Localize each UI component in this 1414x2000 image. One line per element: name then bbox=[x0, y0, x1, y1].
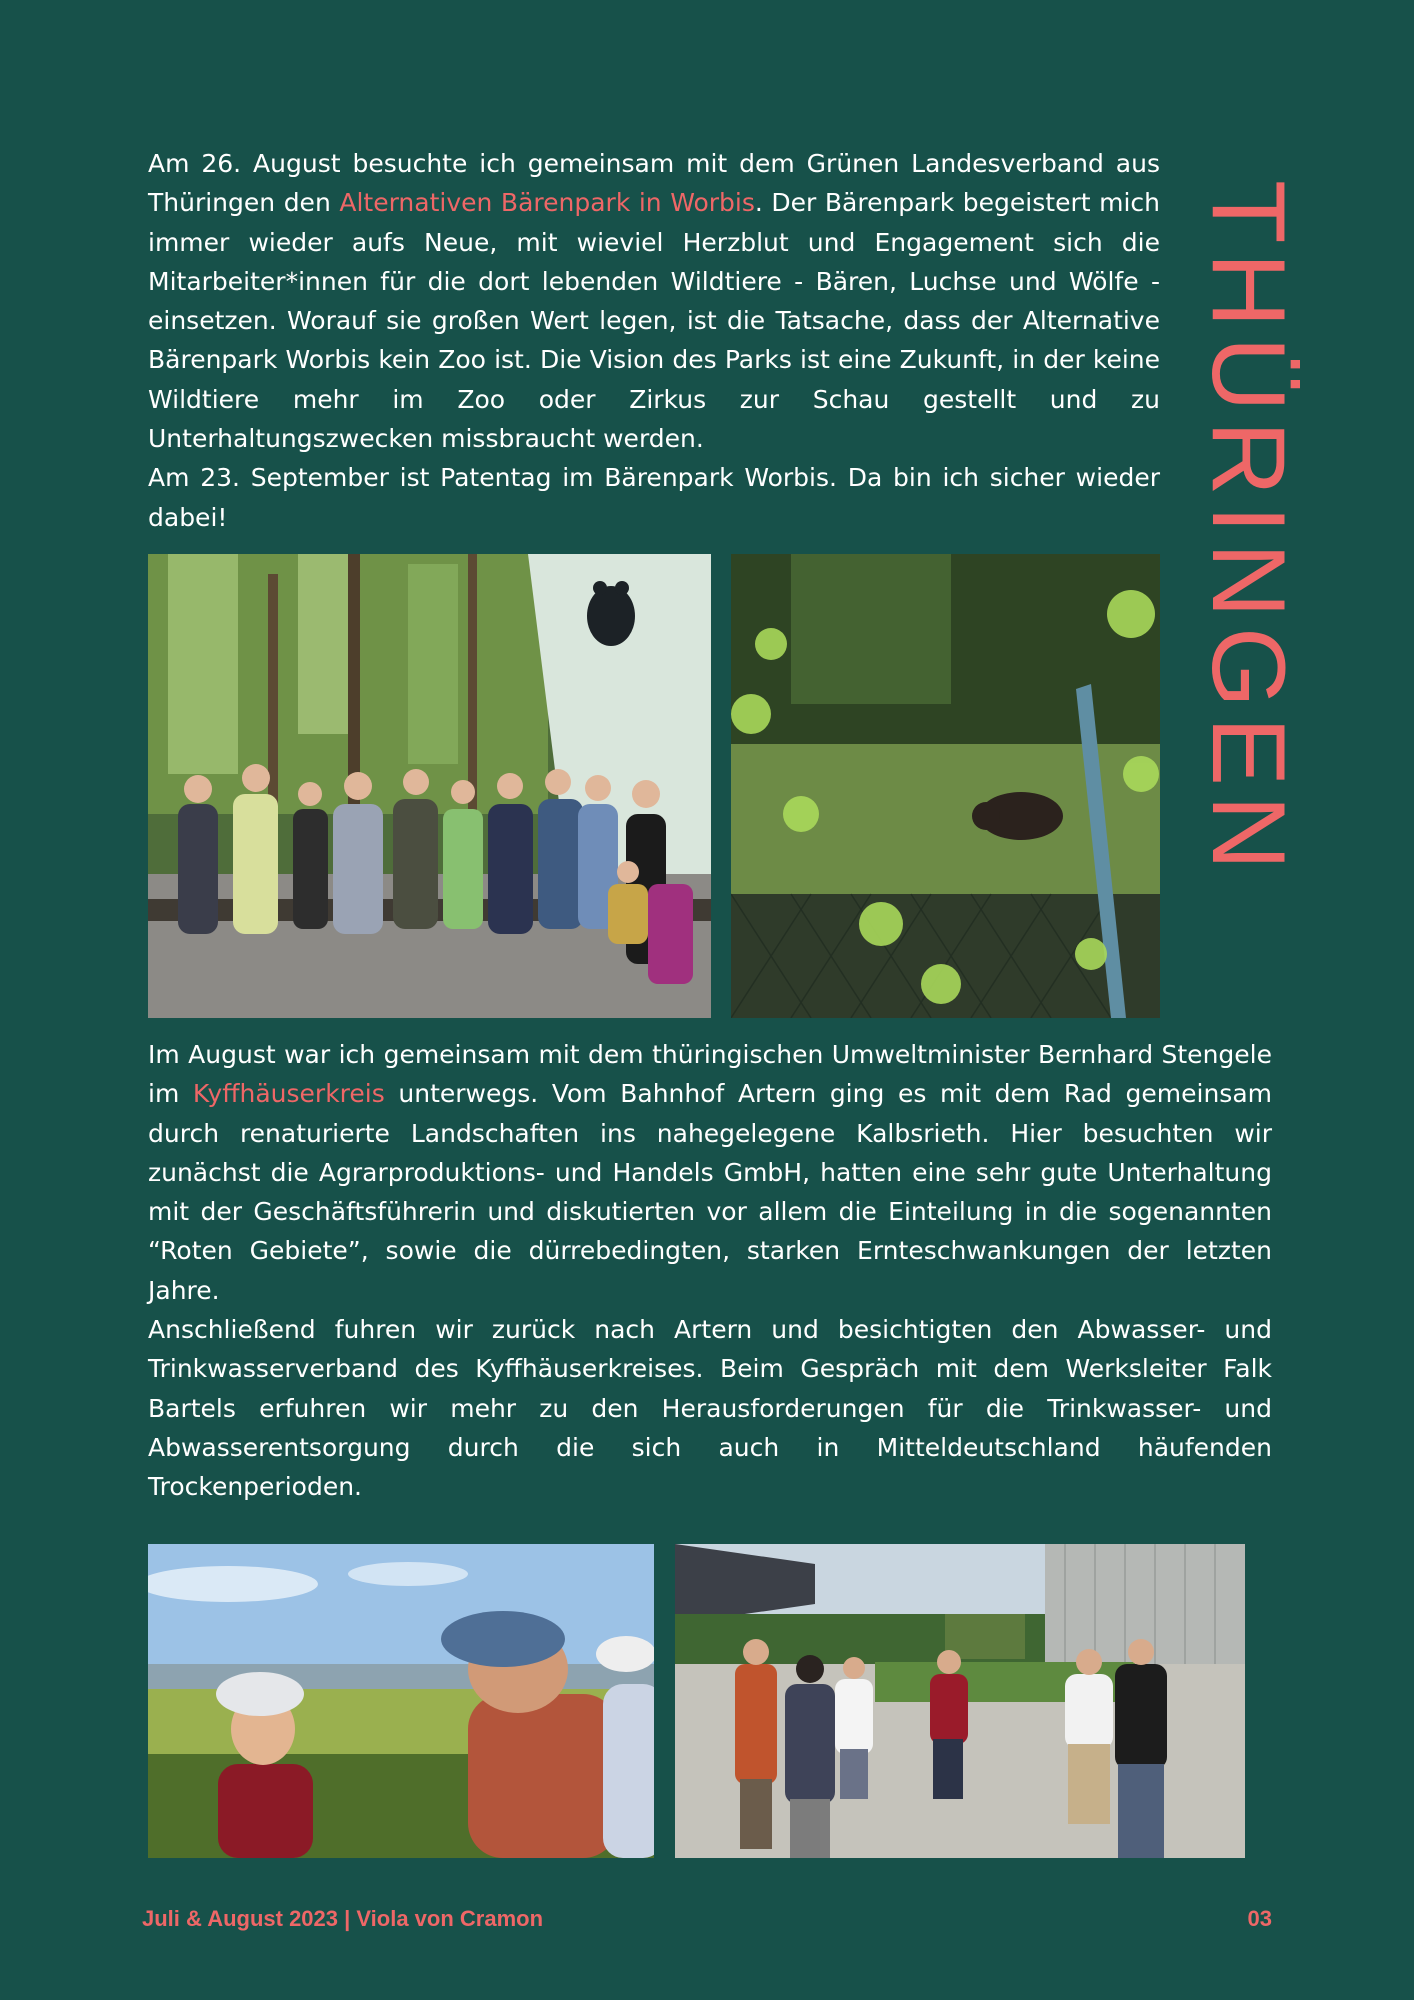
cycling-photo bbox=[148, 1544, 654, 1858]
baerenpark-link[interactable]: Alternativen Bärenpark in Worbis bbox=[339, 188, 755, 218]
bear-enclosure-photo bbox=[731, 554, 1160, 1018]
footer-page-number: 03 bbox=[1247, 1906, 1272, 1931]
bear-logo-icon bbox=[587, 581, 635, 646]
worbis-text-start: Am 26. August besuchte ich gemeinsam mit dem Grünen Landesverband aus Thüringen den bbox=[148, 149, 1160, 218]
kyffhaeuser-text-start: Im August war ich gemeinsam mit dem thüringischen Umweltminister Bernhard Stengele im bbox=[148, 1040, 1272, 1109]
region-title bbox=[1188, 140, 1308, 920]
footer-issue-author: Juli & August 2023 | Viola von Cramon bbox=[142, 1906, 544, 1931]
worbis-text-end: . Der Bärenpark begeistert mich immer wieder aufs Neue, mit wieviel Herzblut und Engagement sich die Mitarbeiter*innen für die dort lebenden Wildtiere - Bären, Luchse und Wölfe - einsetzen. Worauf sie großen Wert legen, ist die Tatsache, dass der Alternative Bärenpark Worbis kein Zoo ist. Die Vision des Parks ist eine Zukunft, in der keine Wildtiere mehr im Zoo oder Zirkus zur Schau gestellt und zu Unterhaltungszwecken missbraucht werden. bbox=[148, 188, 1160, 454]
kyffhaeuser-paragraph bbox=[148, 1035, 1272, 1310]
artern-paragraph: Anschließend fuhren wir zurück nach Artern und besichtigten den Abwasser- und Trinkwasserverband des Kyffhäuserkreises. Beim Gespräch mit dem Werksleiter Falk Bartels erfuhren wir mehr zu den Herausforderungen für die Trinkwasser- und Abwasserentsorgung durch die sich auch in Mitteldeutschland häufenden Trockenperioden. bbox=[148, 1315, 1272, 1502]
worbis-paragraph bbox=[148, 144, 1160, 458]
kyffhaeuser-text-block bbox=[148, 1035, 1272, 1507]
kyffhaeuserkreis-link[interactable]: Kyffhäuserkreis bbox=[192, 1079, 385, 1109]
worbis-text-block bbox=[148, 144, 1160, 537]
kyffhaeuser-text-end: unterwegs. Vom Bahnhof Artern ging es mit dem Rad gemeinsam durch renaturierte Landschaften ins nahegelegene Kalbsrieth. Hier besuchten wir zunächst die Agrarproduktions- und Handels GmbH, hatten eine sehr gute Unterhaltung mit der Geschäftsführerin und diskutierten vor allem die Einteilung in die sogenannten “Roten Gebiete”, sowie die dürrebedingten, starken Ernteschwankungen der letzten Jahre. bbox=[148, 1079, 1272, 1305]
group-photo-baerenpark bbox=[148, 554, 711, 1018]
patentag-paragraph: Am 23. September ist Patentag im Bärenpark Worbis. Da bin ich sicher wieder dabei! bbox=[148, 463, 1160, 532]
farm-visit-photo bbox=[675, 1544, 1245, 1858]
region-title-text: THÜRINGEN bbox=[1190, 180, 1306, 880]
